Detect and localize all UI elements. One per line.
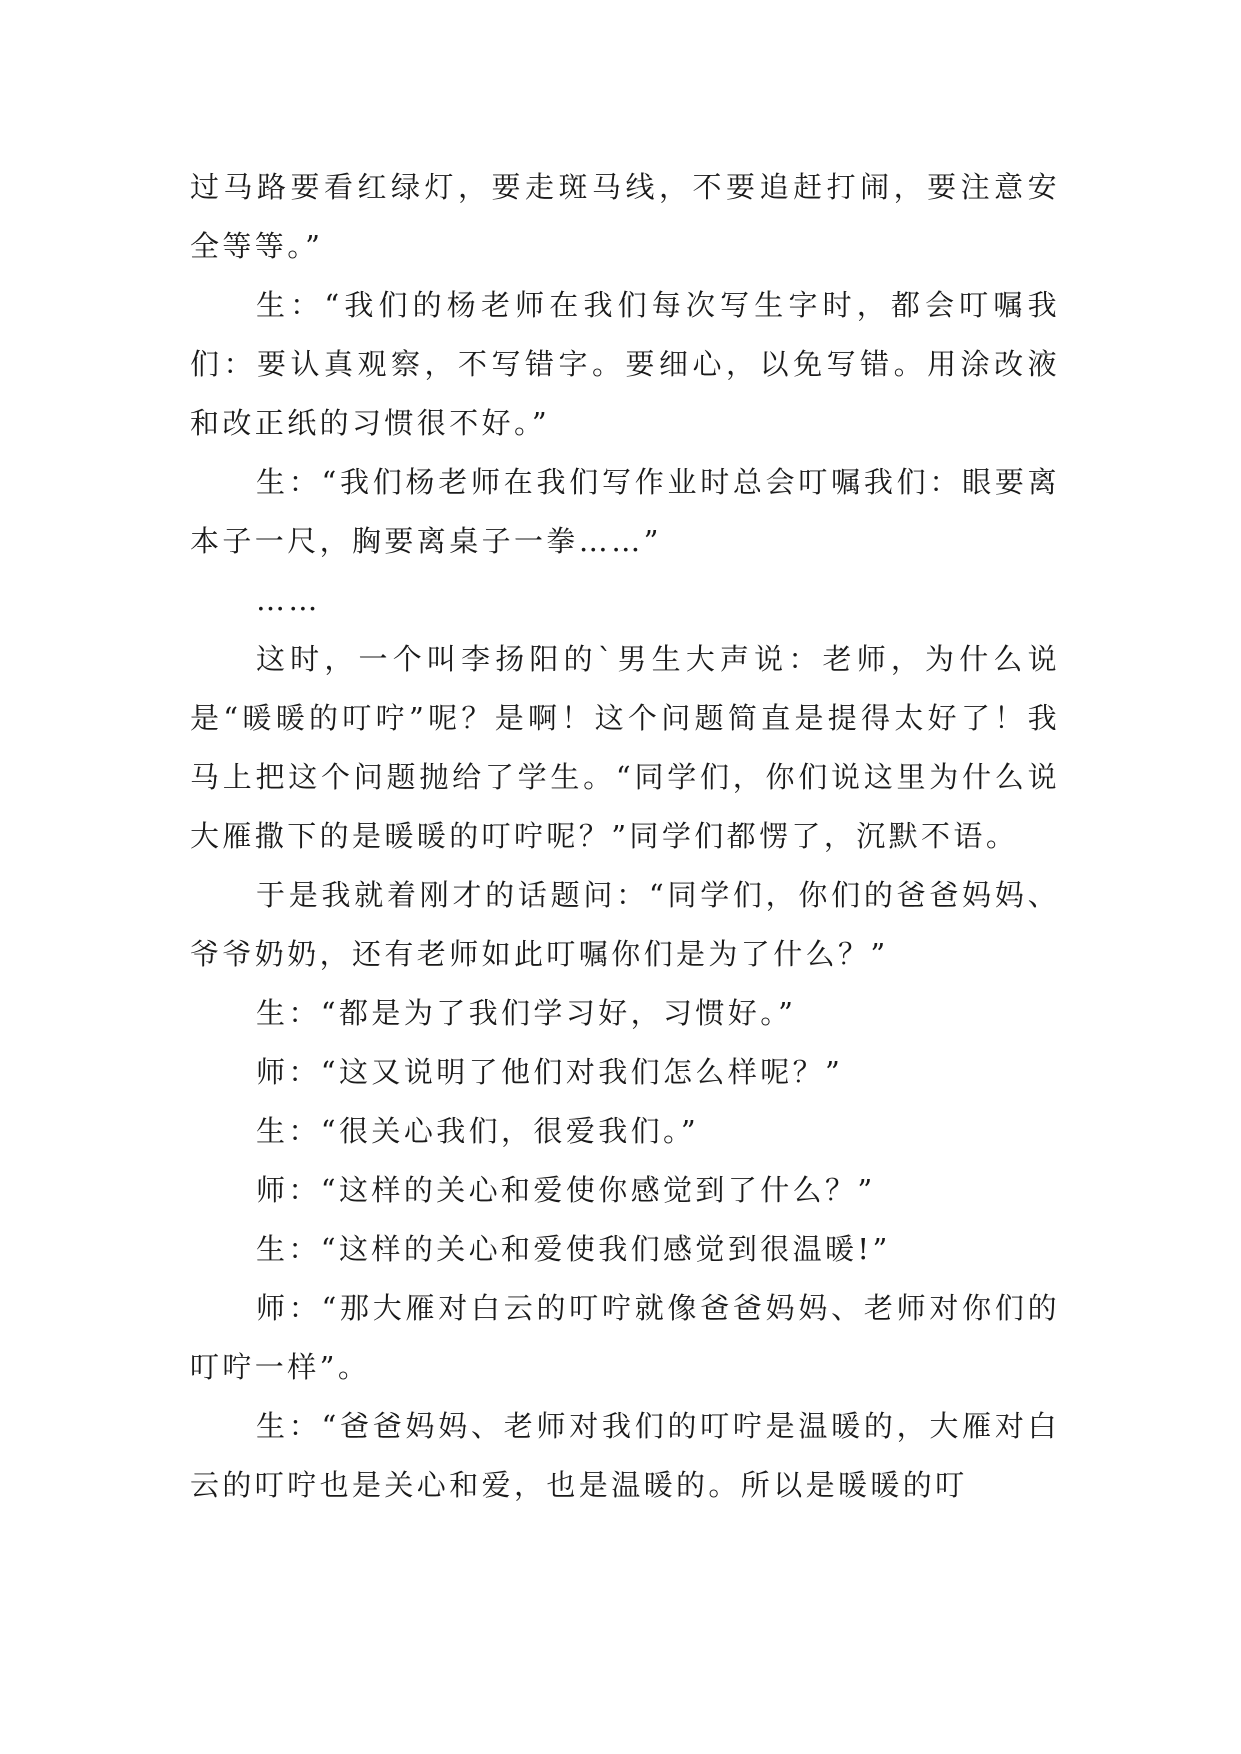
paragraph-13: 生：“爸爸妈妈、老师对我们的叮咛是温暖的，大雁对白云的叮咛也是关心和爱，也是温暖的。所以是暖暖的叮 (190, 1409, 1060, 1502)
document-body (190, 158, 1060, 1515)
paragraph-1: 过马路要看红绿灯，要走斑马线，不要追赶打闹，要注意安全等等。” (190, 170, 1060, 263)
paragraph-5: 这时，一个叫李扬阳的`男生大声说：老师，为什么说是“暖暖的叮咛”呢？是啊！这个问题简直是提得太好了！我马上把这个问题抛给了学生。“同学们，你们说这里为什么说大雁撒下的是暖暖的叮咛呢？”同学们都愣了，沉默不语。 (190, 642, 1060, 853)
paragraph-7: 生：“都是为了我们学习好，习惯好。” (256, 996, 797, 1030)
paragraph-9: 生：“很关心我们，很爱我们。” (256, 1114, 700, 1148)
paragraph-4: …… (256, 583, 321, 617)
paragraph-2: 生：“我们的杨老师在我们每次写生字时，都会叮嘱我们：要认真观察，不写错字。要细心，以免写错。用涂改液和改正纸的习惯很不好。” (190, 288, 1060, 440)
paragraph-12: 师：“那大雁对白云的叮咛就像爸爸妈妈、老师对你们的叮咛一样”。 (190, 1291, 1060, 1384)
paragraph-8: 师：“这又说明了他们对我们怎么样呢？” (256, 1055, 844, 1089)
paragraph-11: 生：“这样的关心和爱使我们感觉到很温暖!” (256, 1232, 891, 1266)
paragraph-3: 生：“我们杨老师在我们写作业时总会叮嘱我们：眼要离本子一尺，胸要离桌子一拳……” (190, 465, 1060, 558)
paragraph-6: 于是我就着刚才的话题问：“同学们，你们的爸爸妈妈、爷爷奶奶，还有老师如此叮嘱你们是为了什么？” (190, 878, 1060, 971)
paragraph-10: 师：“这样的关心和爱使你感觉到了什么？” (256, 1173, 876, 1207)
